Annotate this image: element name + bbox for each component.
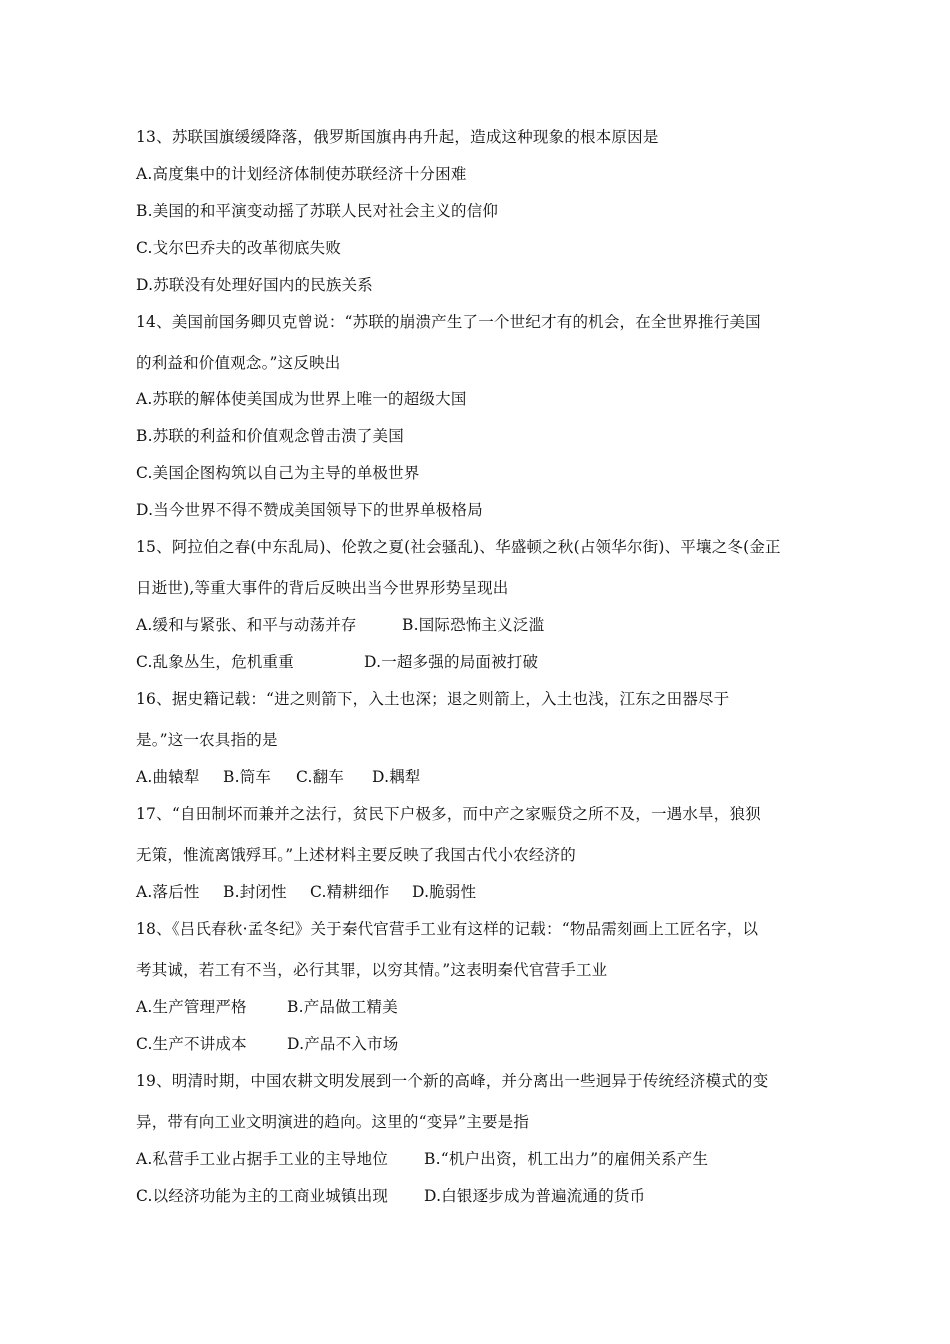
question-16-stem-line-2: 是。”这一农具指的是 bbox=[136, 731, 278, 749]
question-17-option-d: D.脆弱性 bbox=[412, 883, 477, 901]
question-19-option-d: D.白银逐步成为普遍流通的货币 bbox=[424, 1187, 646, 1205]
question-18-stem-line-2: 考其诚，若工有不当，必行其罪，以穷其情。”这表明秦代官营手工业 bbox=[136, 961, 608, 979]
question-15-option-b: B.国际恐怖主义泛滥 bbox=[402, 616, 545, 634]
question-14-option-a: A.苏联的解体使美国成为世界上唯一的超级大国 bbox=[136, 390, 467, 408]
question-19-stem-line-2: 异，带有向工业文明演进的趋向。这里的“变异”主要是指 bbox=[136, 1113, 530, 1131]
question-16-stem-line-1: 16、据史籍记载：“进之则箭下，入土也深；退之则箭上，入土也浅，江东之田器尽于 bbox=[136, 690, 730, 708]
question-18-option-a: A.生产管理严格 bbox=[136, 998, 247, 1016]
question-18-stem-line-1: 18、《吕氏春秋·孟冬纪》关于秦代官营手工业有这样的记载：“物品需刻画上工匠名字，以 bbox=[136, 920, 759, 938]
question-13-option-d: D.苏联没有处理好国内的民族关系 bbox=[136, 276, 374, 294]
question-15-option-d: D.一超多强的局面被打破 bbox=[364, 653, 539, 671]
question-16-option-a: A.曲辕犁 bbox=[136, 768, 200, 786]
question-15-option-a: A.缓和与紧张、和平与动荡并存 bbox=[136, 616, 357, 634]
question-14-stem-line-2: 的利益和价值观念。”这反映出 bbox=[136, 354, 341, 372]
question-18-option-d: D.产品不入市场 bbox=[287, 1035, 399, 1053]
question-17-stem-line-2: 无策，惟流离饿殍耳。”上述材料主要反映了我国古代小农经济的 bbox=[136, 846, 576, 864]
question-15-stem-line-1: 15、阿拉伯之春(中东乱局)、伦敦之夏(社会骚乱)、华盛顿之秋(占领华尔街)、平壤之冬(金正 bbox=[136, 538, 781, 556]
question-16-option-c: C.翻车 bbox=[296, 768, 345, 786]
question-17-option-b: B.封闭性 bbox=[223, 883, 287, 901]
question-13-stem: 13、苏联国旗缓缓降落，俄罗斯国旗冉冉升起，造成这种现象的根本原因是 bbox=[136, 128, 659, 146]
question-15-option-c: C.乱象丛生，危机重重 bbox=[136, 653, 294, 671]
question-18-option-b: B.产品做工精美 bbox=[287, 998, 398, 1016]
question-15-stem-line-2: 日逝世),等重大事件的背后反映出当今世界形势呈现出 bbox=[136, 579, 509, 597]
question-13-option-a: A.高度集中的计划经济体制使苏联经济十分困难 bbox=[136, 165, 467, 183]
question-13-option-b: B.美国的和平演变动摇了苏联人民对社会主义的信仰 bbox=[136, 202, 499, 220]
question-14-option-d: D.当今世界不得不赞成美国领导下的世界单极格局 bbox=[136, 501, 483, 519]
question-17-option-a: A.落后性 bbox=[136, 883, 200, 901]
question-13-option-c: C.戈尔巴乔夫的改革彻底失败 bbox=[136, 239, 342, 257]
question-18-option-c: C.生产不讲成本 bbox=[136, 1035, 247, 1053]
question-19-stem-line-1: 19、明清时期，中国农耕文明发展到一个新的高峰，并分离出一些迥异于传统经济模式的变 bbox=[136, 1072, 769, 1090]
question-17-option-c: C.精耕细作 bbox=[310, 883, 390, 901]
question-19-option-a: A.私营手工业占据手工业的主导地位 bbox=[136, 1150, 389, 1168]
question-16-option-d: D.耦犁 bbox=[372, 768, 421, 786]
question-14-option-c: C.美国企图构筑以自己为主导的单极世界 bbox=[136, 464, 420, 482]
question-14-option-b: B.苏联的利益和价值观念曾击溃了美国 bbox=[136, 427, 404, 445]
question-19-option-c: C.以经济功能为主的工商业城镇出现 bbox=[136, 1187, 389, 1205]
question-16-option-b: B.筒车 bbox=[223, 768, 272, 786]
question-17-stem-line-1: 17、“自田制坏而兼并之法行，贫民下户极多，而中产之家赈贷之所不及，一遇水旱，狼狈 bbox=[136, 805, 761, 823]
question-19-option-b: B.“机户出资，机工出力”的雇佣关系产生 bbox=[424, 1150, 709, 1168]
question-14-stem-line-1: 14、美国前国务卿贝克曾说：“苏联的崩溃产生了一个世纪才有的机会，在全世界推行美国 bbox=[136, 313, 761, 331]
